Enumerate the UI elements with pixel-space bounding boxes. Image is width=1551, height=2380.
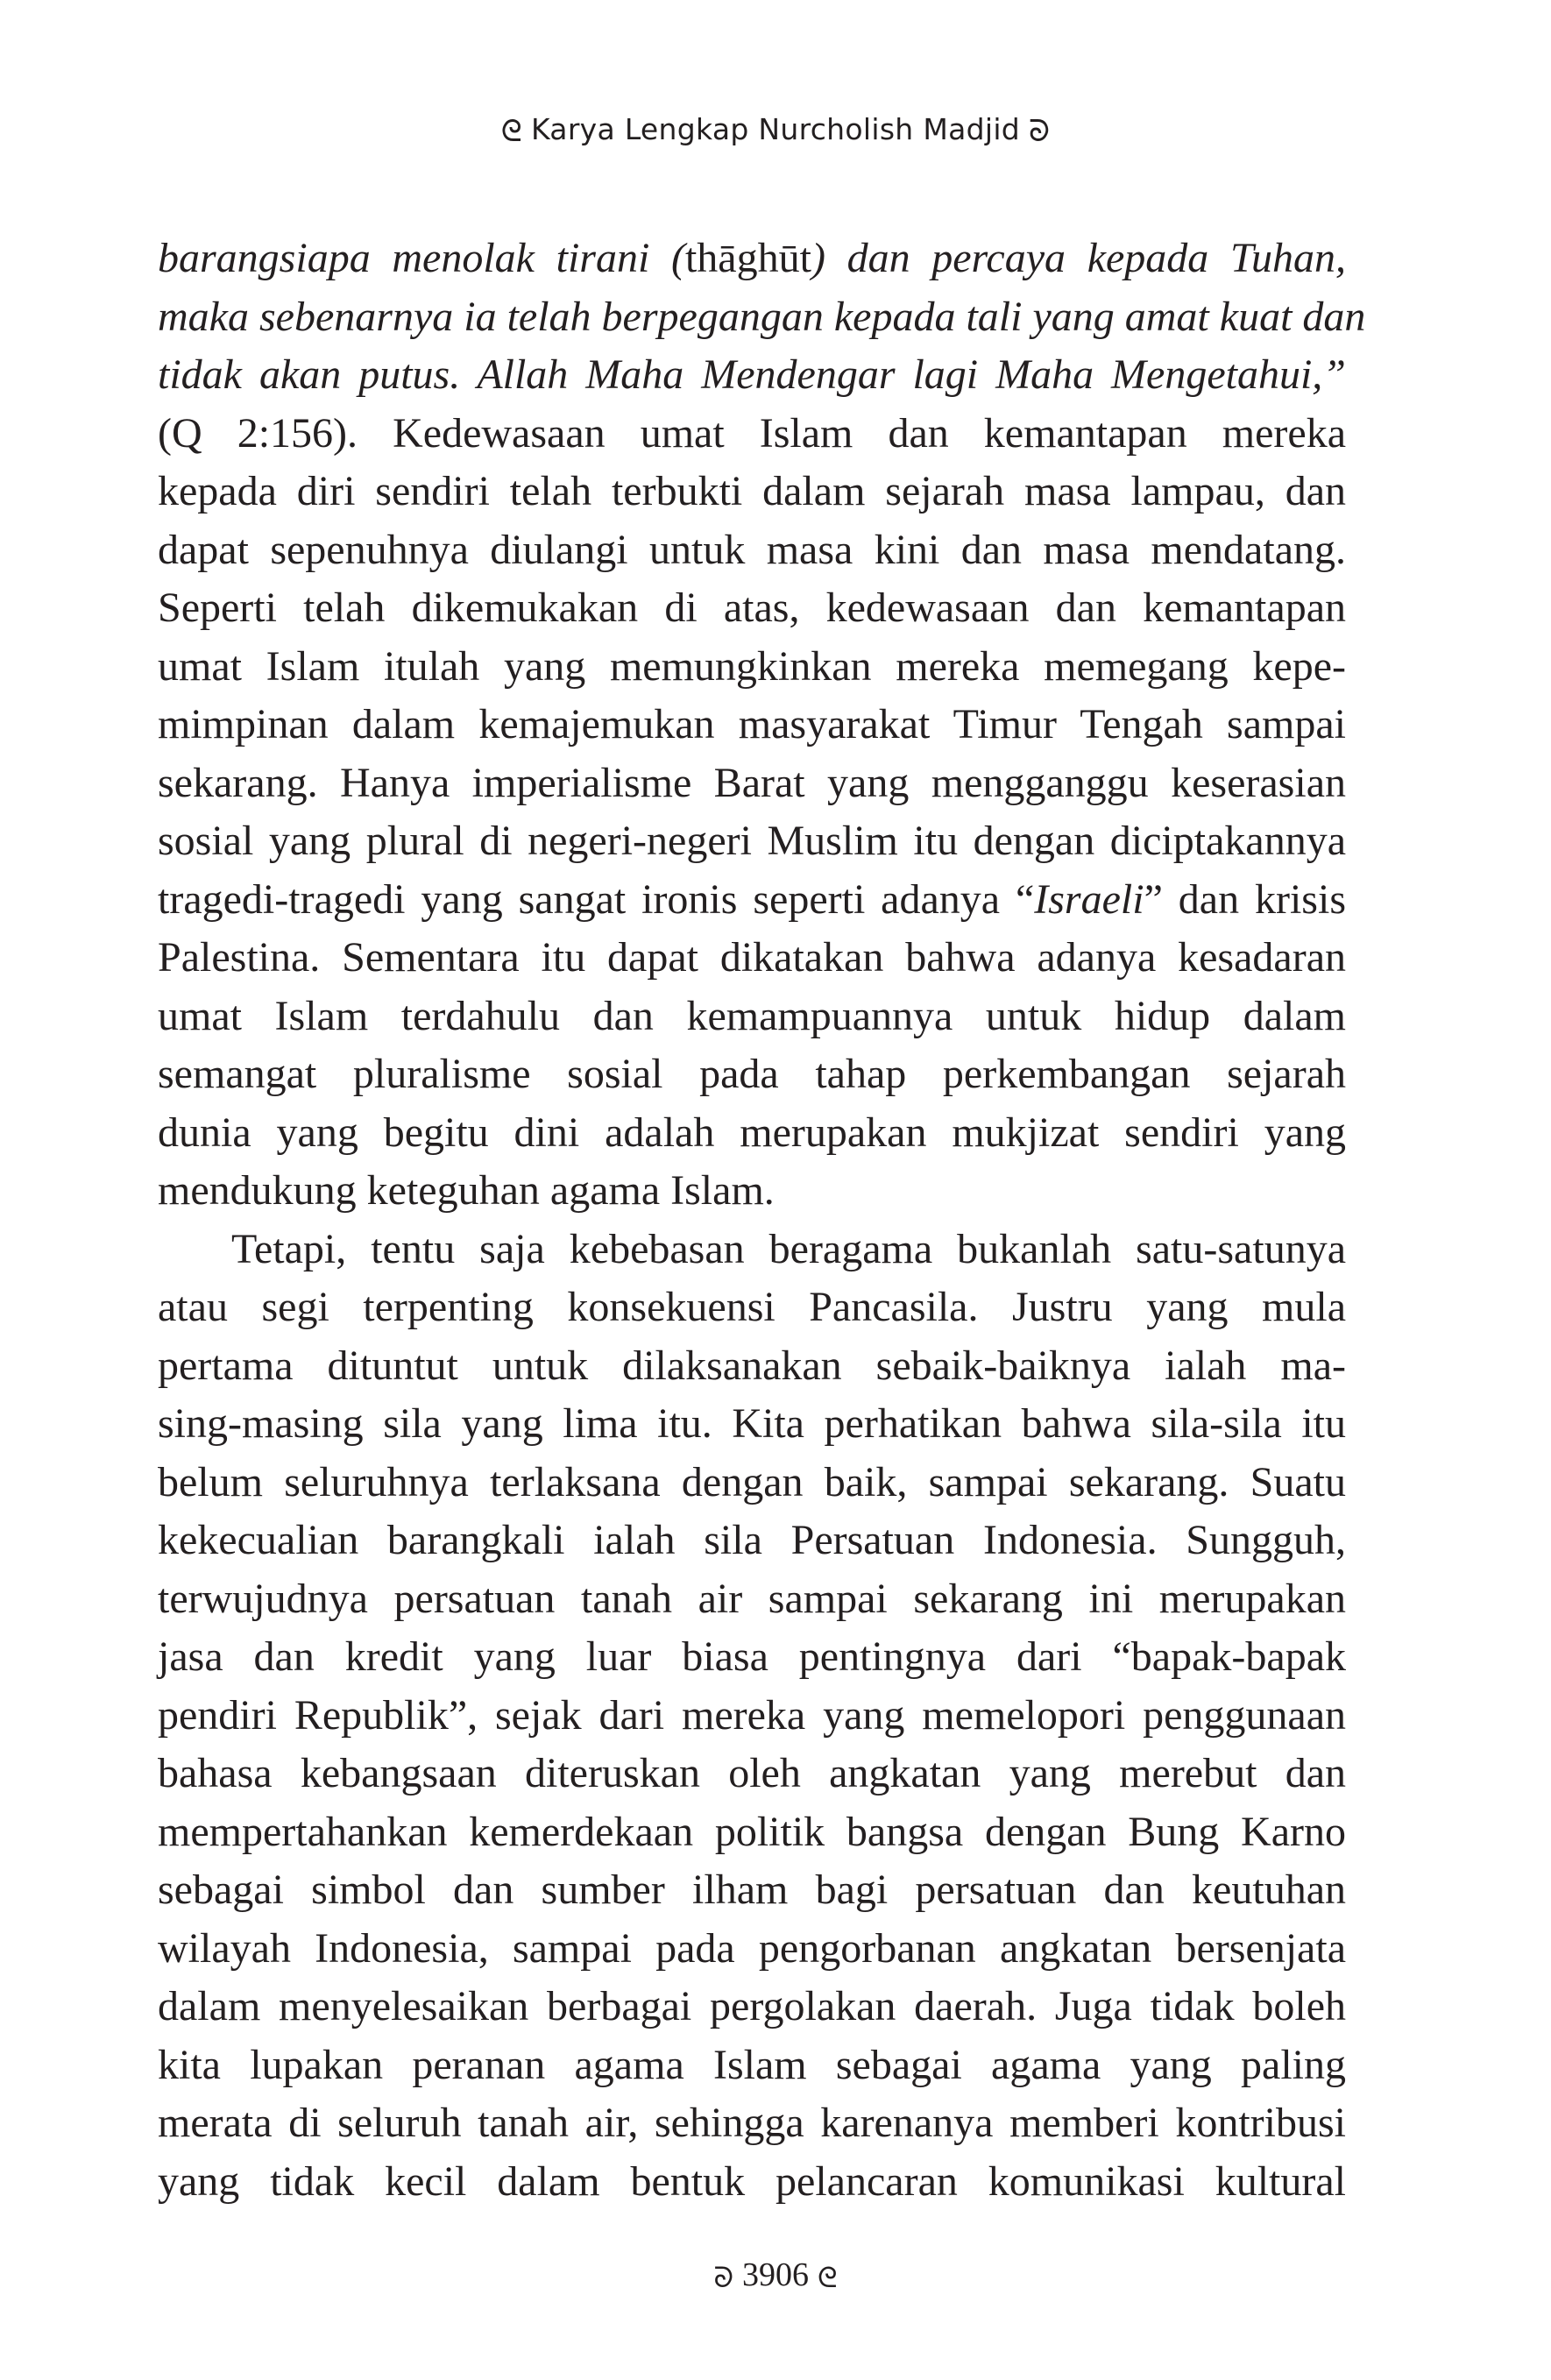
text-line: [158, 1104, 1346, 1163]
text-line: [158, 2036, 1346, 2095]
text-run: kekecualian barangkali ialah sila Persatuan Indonesia. Sungguh,: [158, 1517, 1346, 1563]
text-line: [158, 1803, 1346, 1862]
text-line: [158, 1861, 1346, 1920]
text-line: [158, 463, 1346, 521]
text-run: atau segi terpenting konsekuensi Pancasila. Justru yang mula: [158, 1284, 1346, 1330]
text-run: pendiri Republik”, sejak dari mereka yang memelopori penggunaan: [158, 1691, 1346, 1739]
text-run: terwujudnya persatuan tanah air sampai sekarang ini merupakan: [158, 1575, 1346, 1622]
text-line: [158, 638, 1346, 697]
text-line: [158, 1745, 1346, 1803]
text-run: pertama dituntut untuk dilaksanakan sebaik-baiknya ialah ma-: [158, 1342, 1346, 1389]
text-line: [158, 1337, 1346, 1396]
text-line: [158, 1920, 1346, 1979]
footer-ornament-left-icon: ᘐ: [713, 2261, 733, 2294]
text-line: [158, 1395, 1346, 1454]
body-text: [158, 230, 1366, 2211]
text-run: merata di seluruh tanah air, sehingga karenanya memberi kontribusi: [158, 2100, 1346, 2146]
text-run: belum seluruhnya terlaksana dengan baik, sampai sekarang. Suatu: [158, 1458, 1346, 1505]
text-line: [158, 1628, 1346, 1687]
text-run: bahasa kebangsaan diteruskan oleh angkatan yang merebut dan: [158, 1750, 1346, 1796]
book-title: Karya Lengkap Nurcholish Madjid: [530, 112, 1021, 146]
text-run: jasa dan kredit yang luar biasa pentingnya dari “bapak-bapak: [158, 1633, 1346, 1680]
text-run: sekarang. Hanya imperialisme Barat yang mengganggu keserasian: [158, 759, 1346, 806]
paragraph: [158, 1221, 1346, 2212]
text-run: umat Islam itulah yang memungkinkan mereka memegang kepe-: [158, 642, 1346, 690]
text-run: (Q 2:156). Kedewasaan umat Islam dan kemantapan mereka: [158, 409, 1346, 457]
page-footer: [0, 2256, 1551, 2295]
italic-run: barangsiapa menolak tirani (: [158, 235, 685, 281]
text-run: mimpinan dalam kemajemukan masyarakat Timur Tengah sampai: [158, 701, 1346, 747]
text-line: [158, 579, 1346, 638]
paragraph: [158, 230, 1366, 1221]
text-line: [158, 230, 1346, 288]
text-run: ” dan krisis: [1144, 875, 1346, 923]
text-line: [158, 812, 1346, 871]
page-number: 3906: [742, 2256, 809, 2293]
text-run: mendukung keteguhan agama Islam.: [158, 1167, 775, 1214]
header-ornament-left-icon: ᘓ: [500, 114, 522, 149]
text-line: [158, 1570, 1346, 1629]
text-run: kita lupakan peranan agama Islam sebagai agama yang paling: [158, 2041, 1346, 2088]
text-line: [158, 1279, 1346, 1337]
text-run: dalam menyelesaikan berbagai pergolakan daerah. Juga tidak boleh: [158, 1983, 1346, 2029]
text-run: Seperti telah dikemukakan di atas, kedewasaan dan kemantapan: [158, 584, 1346, 631]
text-run: semangat pluralisme sosial pada tahap perkembangan sejarah: [158, 1051, 1346, 1097]
text-line: [158, 405, 1346, 464]
text-run: kepada diri sendiri telah terbukti dalam sejarah masa lampau, dan: [158, 468, 1346, 514]
italic-run: Israeli: [1034, 875, 1144, 923]
text-run: yang tidak kecil dalam bentuk pelancaran komunikasi kultural: [158, 2157, 1346, 2205]
text-line: [158, 871, 1346, 930]
text-run: wilayah Indonesia, sampai pada pengorbanan angkatan bersenjata: [158, 1924, 1346, 1972]
footer-ornament-right-icon: ᘓ: [818, 2261, 838, 2294]
text-run: thāghūt: [684, 235, 811, 281]
text-run: dunia yang begitu dini adalah merupakan mukjizat sendiri yang: [158, 1109, 1346, 1156]
text-run: dapat sepenuhnya diulangi untuk masa kini dan masa mendatang.: [158, 526, 1346, 573]
text-line: [158, 521, 1346, 580]
text-line: [158, 2094, 1346, 2153]
text-line: [158, 1512, 1346, 1570]
text-line: [158, 754, 1346, 813]
text-run: tragedi-tragedi yang sangat ironis seperti adanya “: [158, 875, 1035, 923]
text-line: [158, 1687, 1346, 1746]
text-line: [158, 1978, 1346, 2036]
text-line: [158, 988, 1346, 1046]
text-line: [158, 2153, 1346, 2212]
text-run: Palestina. Sementara itu dapat dikatakan bahwa adanya kesadaran: [158, 934, 1346, 981]
text-line: [158, 346, 1346, 405]
text-run: mempertahankan kemerdekaan politik bangsa dengan Bung Karno: [158, 1808, 1346, 1855]
italic-run: maka sebenarnya ia telah berpegangan kepada tali yang amat kuat dan: [158, 293, 1366, 340]
running-header: [0, 112, 1551, 149]
text-run: Tetapi, tentu saja kebebasan beragama bukanlah satu-satunya: [231, 1225, 1346, 1272]
text-run: sosial yang plural di negeri-negeri Muslim itu dengan diciptakannya: [158, 818, 1346, 864]
text-line: [158, 1221, 1346, 1279]
text-line: [158, 1454, 1346, 1512]
text-line: [158, 696, 1346, 754]
header-ornament-right-icon: ᘐ: [1029, 114, 1051, 149]
text-run: sebagai simbol dan sumber ilham bagi persatuan dan keutuhan: [158, 1866, 1346, 1913]
text-line: [158, 929, 1346, 988]
text-run: sing-masing sila yang lima itu. Kita perhatikan bahwa sila-sila itu: [158, 1400, 1346, 1447]
text-line: [158, 1162, 1346, 1221]
italic-run: tidak akan putus. Allah Maha Mendengar lagi Maha Mengetahui,”: [158, 351, 1346, 398]
text-run: umat Islam terdahulu dan kemampuannya untuk hidup dalam: [158, 992, 1346, 1039]
text-line: [158, 288, 1366, 347]
text-line: [158, 1045, 1346, 1104]
italic-run: ) dan percaya kepada Tuhan,: [811, 235, 1347, 281]
